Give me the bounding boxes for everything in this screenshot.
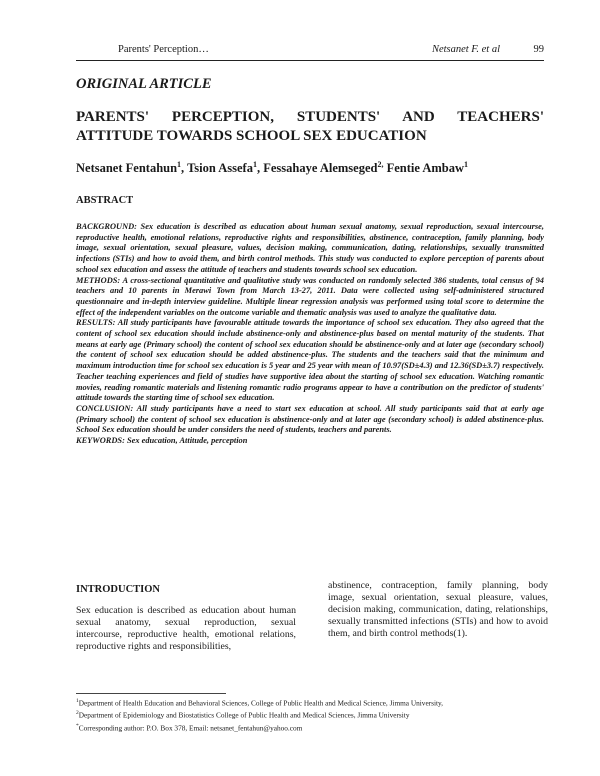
author-affiliation-mark: 1 xyxy=(177,160,182,169)
author-separator: , xyxy=(256,161,264,176)
footnote-divider xyxy=(76,693,226,694)
author-name: Fentie Ambaw xyxy=(386,161,465,176)
abstract-heading: ABSTRACT xyxy=(76,195,134,206)
author-affiliation-mark: 1 xyxy=(252,160,257,169)
footnote xyxy=(76,721,556,733)
introduction-heading: INTRODUCTION xyxy=(76,584,161,595)
footnote-text: Department of Epidemiology and Biostatistics College of Public Health and Medical Sciences, Jimma University xyxy=(78,710,410,720)
author-name: Tsion Assefa xyxy=(187,161,253,176)
author-affiliation-mark: 2, xyxy=(377,160,384,169)
abstract-results: RESULTS: All study participants have favourable attitude towards the importance of school sex education. They also agreed that the content of school sex education should include abstinence-only and abstinence-plus based on mental maturity of the students. That means at early age (Primary school) the content of school sex education should be abstinence-only and at later age (secondary school) the content of school sex education should be added abstinence-plus. The students and the teachers said that the minimum and maximum introduction time for school sex education is 5 year and 25 year with mean of 10.97(SD±4.3) and 12.36(SD±3.7) respectively. Teacher teaching experiences and field of studies have supportive idea about the starting of school sex education. Watching romantic movies, reading romantic materials and listening romantic radio programs appear to have a contribution on the predictor of students' attitude towards the starting time of school sex education. xyxy=(76,318,544,403)
author-name: Netsanet Fentahun xyxy=(76,161,178,176)
abstract-keywords: KEYWORDS: Sex education, Attitude, perception xyxy=(76,436,248,446)
abstract-methods: METHODS: A cross-sectional quantitative and qualitative study was conducted on randomly selected 386 students, total census of 94 teachers and 10 parents in Merawi Town from March 13-27, 2011. Data were collected using self-administered structured questionnaire and in-depth interview guideline. Multiple linear regression analysis was performed using total score to determine the effect of the independent variables on the outcome variable and thematic analysis was used to analyze the qualitative data. xyxy=(76,275,544,317)
abstract-conclusion: CONCLUSION: All study participants have a need to start sex education at school. All study participants said that at early age (Primary school) the content of school sex education is abstinence-only and at later age (secondary school) is added abstinence-plus. School Sex education should be under considers the need of students, teachers and parents. xyxy=(76,403,544,435)
running-title: Parents' Perception… xyxy=(118,44,209,55)
author-affiliation-mark: 1 xyxy=(464,160,469,169)
running-header xyxy=(76,44,544,58)
footnote xyxy=(76,708,556,720)
author-name: Fessahaye Alemseged xyxy=(263,161,378,176)
footnote-mark: 1 xyxy=(76,698,79,704)
introduction-right-column: abstinence, contraception, family planning, body image, sexual orientation, sexual pleasure, values, decision making, communication, dating, relationships, sexually transmitted infections (STIs) and how to avoid them, and birth control methods(1). xyxy=(328,580,548,639)
introduction-left-column: Sex education is described as education about human sexual anatomy, sexual reproduction, sexual intercourse, reproductive health, emotional relations, reproductive rights and responsibilities, xyxy=(76,605,296,652)
footnote-mark: 2 xyxy=(76,710,79,717)
paper-title: PARENTS' PERCEPTION, STUDENTS' AND TEACHERS' ATTITUDE TOWARDS SCHOOL SEX EDUCATION xyxy=(76,109,544,144)
abstract-body xyxy=(76,222,544,447)
footnote-mark: * xyxy=(76,722,79,729)
footnotes xyxy=(76,696,556,733)
author-separator: , xyxy=(181,161,188,176)
running-authors: Netsanet F. et al xyxy=(431,44,500,55)
header-divider xyxy=(76,60,544,61)
article-type: ORIGINAL ARTICLE xyxy=(76,76,212,92)
footnote-text: Corresponding author: P.O. Box 378, Email: netsanet_fentahun@yahoo.com xyxy=(78,723,303,733)
abstract-background: BACKGROUND: Sex education is described as education about human sexual anatomy, sexual reproduction, sexual intercourse, reproductive health, emotional relations, reproductive rights and responsibilities, abstinence, contraception, family planning, body image, sexual orientation, sexual pleasure, values, decision making, communication, dating, relationships, sexually transmitted infections (STIs) and how to avoid them, and birth control methods. This study was conducted to explore perception of parents about school sex education and assess the attitude of teachers and students towards school sex education. xyxy=(76,222,544,274)
page-number: 99 xyxy=(533,44,544,55)
footnote-text: Department of Health Education and Behavioral Sciences, College of Public Health and Medical Science, Jimma University, xyxy=(78,698,444,708)
footnote xyxy=(76,696,556,708)
author-list xyxy=(76,160,544,176)
